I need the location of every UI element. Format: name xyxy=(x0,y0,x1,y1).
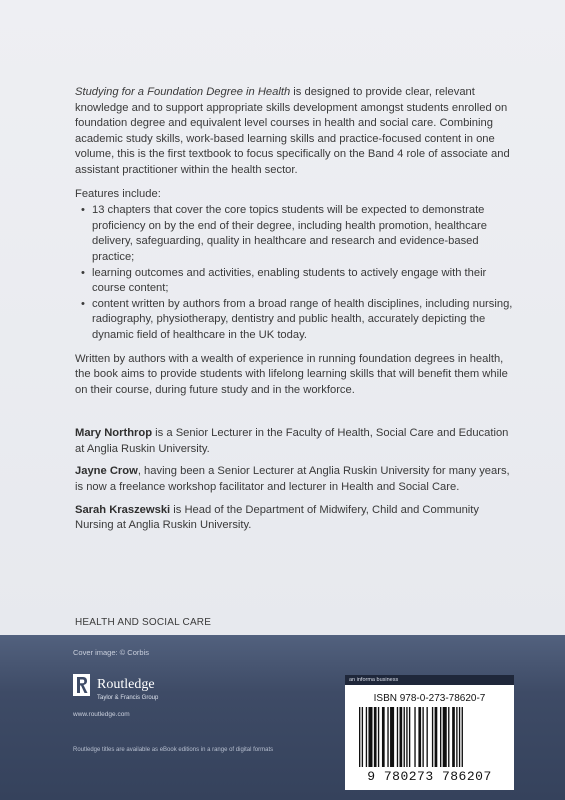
barcode-number: 9 780273 786207 xyxy=(367,769,492,784)
author-bio-text: , having been a Senior Lecturer at Anglia Ruskin University for many years, is now a freelance workshop facilitator and lecturer in Health and Social Care. xyxy=(75,465,510,494)
blurb-text: is designed to provide clear, relevant knowledge and to support appropriate skills development amongst students enrolled on foundation degree and equivalent level courses in health and social care. Combining academic study skills, work-based learning skills and practice-focused content in one volume, this is the first textbook to focus specifically on the Band 4 role of associate and assistant practitioner within the health sector. xyxy=(75,86,510,176)
ebook-note: Routledge titles are available as eBook editions in a range of digital formats xyxy=(73,747,274,753)
author-name: Jayne Crow xyxy=(75,465,138,478)
publisher-url[interactable]: www.routledge.com xyxy=(73,711,130,718)
barcode-panel xyxy=(345,685,514,790)
author-name: Sarah Kraszewski xyxy=(75,503,171,516)
cover-image-credit: Cover image: © Corbis xyxy=(73,648,149,657)
routledge-r-logo-icon xyxy=(73,674,90,696)
cover-text xyxy=(75,85,515,541)
author-bio-text: is Head of the Department of Midwifery, Child and Community Nursing at Anglia Ruskin University. xyxy=(75,503,479,532)
author-bio xyxy=(75,503,515,534)
ean-barcode-icon xyxy=(357,707,507,767)
subject-category: HEALTH AND SOCIAL CARE xyxy=(75,617,212,628)
footer-band xyxy=(0,635,565,800)
author-bio-text: is a Senior Lecturer in the Faculty of Health, Social Care and Education at Anglia Ruskin University. xyxy=(75,427,509,455)
features-list xyxy=(75,203,515,343)
features-intro: Features include: xyxy=(75,187,161,200)
closing-paragraph: Written by authors with a wealth of experience in running foundation degrees in health, the book aims to provide students with lifelong learning skills that will benefit them while on their course, during future study and in the workforce. xyxy=(75,352,508,396)
isbn-number: ISBN 978-0-273-78620-7 xyxy=(373,693,486,704)
publisher-group: Taylor & Francis Group xyxy=(97,695,159,701)
author-bio xyxy=(75,426,515,457)
book-title: Studying for a Foundation Degree in Health xyxy=(75,86,291,98)
book-blurb xyxy=(75,85,515,179)
feature-item: • learning outcomes and activities, enabling students to actively engage with their course content; xyxy=(75,266,515,297)
publisher-name: Routledge xyxy=(97,677,155,692)
author-name: Mary Northrop xyxy=(75,427,153,440)
feature-item: • 13 chapters that cover the core topics students will be expected to demonstrate proficiency on by the end of their degree, including health promotion, healthcare delivery, safeguarding, quality in healthcare and research and evidence-based practice; xyxy=(75,203,515,265)
informa-label: an informa business xyxy=(345,675,514,685)
author-bio xyxy=(75,464,515,495)
feature-item: • content written by authors from a broad range of health disciplines, including nursing, radiography, physiotherapy, dentistry and public health, accurately depicting the dynamic field of healthcare in the UK today. xyxy=(75,297,515,344)
